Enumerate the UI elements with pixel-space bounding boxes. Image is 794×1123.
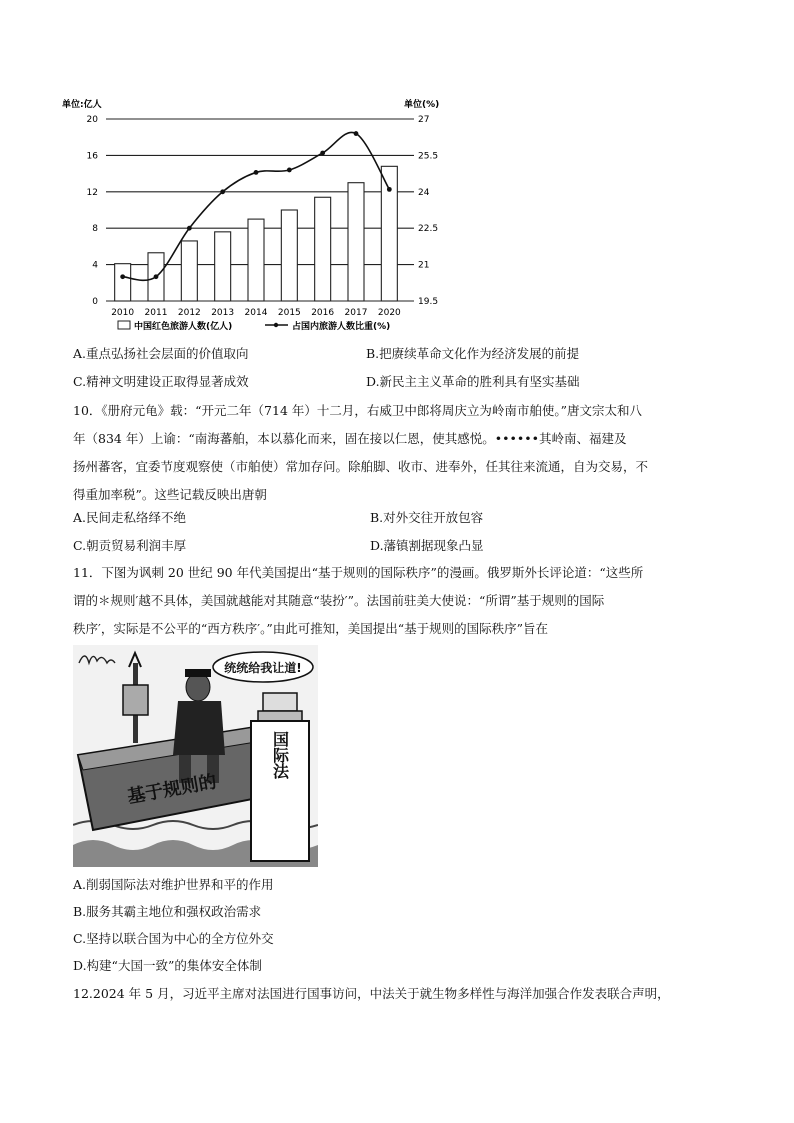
- bar: [381, 166, 397, 301]
- speech-bubble-text: 统统给我让道!: [224, 661, 302, 675]
- cartoon-image: [73, 645, 318, 867]
- bar: [348, 183, 364, 301]
- right-unit-label: 单位(%): [404, 100, 440, 110]
- left-unit-label: 单位:亿人: [62, 100, 102, 110]
- x-tick-label: 2020: [377, 308, 401, 318]
- q10-line: 年（834 年）上谕：“南海蕃舶，本以慕化而来，固在接以仁恩，使其感悦。••••••其岭南、福建及: [73, 431, 627, 446]
- left-tick-label: 20: [86, 115, 98, 125]
- legend-bar-label: 中国红色旅游人数(亿人): [134, 322, 233, 332]
- q9-option-a[interactable]: A.重点弘扬社会层面的价值取向: [73, 346, 249, 361]
- left-tick-label: 4: [92, 260, 98, 271]
- ship-label: 基于规则的: [125, 771, 219, 808]
- q11-option-c[interactable]: C.坚持以联合国为中心的全方位外交: [73, 931, 274, 946]
- line-point: [120, 274, 125, 279]
- q12-stem-line: 12.2024 年 5 月，习近平主席对法国进行国事访问，中法关于就生物多样性与海洋加强合作发表联合声明，: [73, 986, 670, 1001]
- q11-line: 谓的＊规则′越不具体，美国就越能对其随意“装扮′”。法国前驻美大使说：“所谓”基于规则的国际: [73, 593, 605, 608]
- x-tick-label: 2016: [311, 308, 335, 318]
- right-tick-label: 19.5: [418, 297, 439, 307]
- legend-line-marker: [274, 323, 278, 327]
- x-tick-label: 2014: [244, 308, 268, 318]
- right-tick-label: 21: [418, 260, 430, 271]
- x-tick-label: 2017: [344, 308, 368, 318]
- q11-option-d[interactable]: D.构建“大国一致”的集体安全体制: [73, 958, 262, 973]
- q11-stem: [73, 559, 723, 643]
- bar: [248, 219, 264, 301]
- left-tick-label: 0: [92, 297, 98, 307]
- q10-options-row2: [73, 536, 753, 556]
- line-point: [354, 131, 359, 136]
- tourism-chart-svg: [60, 92, 460, 337]
- left-tick-label: 8: [92, 224, 98, 235]
- tower-label: 国际法: [270, 731, 290, 779]
- q10-option-a[interactable]: A.民间走私络绎不绝: [73, 510, 187, 525]
- legend-bar-swatch: [118, 321, 130, 329]
- q11-option-a[interactable]: A.削弱国际法对维护世界和平的作用: [73, 877, 274, 892]
- q10-line: 得重加率税”。这些记载反映出唐朝: [73, 487, 267, 502]
- q10-options-row1: [73, 508, 753, 528]
- left-tick-label: 12: [86, 187, 98, 198]
- q11-line: 11．下图为讽刺 20 世纪 90 年代美国提出“基于规则的国际秩序”的漫画。俄罗斯外长评论道：“这些所: [73, 565, 644, 580]
- x-tick-label: 2015: [277, 308, 301, 318]
- q9-options-row1: [73, 344, 753, 364]
- right-tick-label: 27: [418, 115, 430, 125]
- bar: [181, 241, 197, 301]
- q9-options-row2: [73, 372, 753, 392]
- line-point: [287, 168, 292, 173]
- tourism-chart: [60, 92, 460, 337]
- q10-stem: [73, 397, 723, 509]
- bar: [315, 197, 331, 301]
- legend-line-label: 占国内旅游人数比重(%): [292, 322, 391, 332]
- bar: [215, 232, 231, 301]
- x-tick-label: 2010: [111, 308, 135, 318]
- x-tick-label: 2011: [144, 308, 168, 318]
- q9-option-c[interactable]: C.精神文明建设正取得显著成效: [73, 374, 249, 389]
- q10-option-d[interactable]: D.藩镇割据现象凸显: [370, 538, 484, 553]
- q10-option-c[interactable]: C.朝贡贸易利润丰厚: [73, 538, 187, 553]
- q9-option-b[interactable]: B.把赓续革命文化作为经济发展的前提: [366, 346, 580, 361]
- x-tick-label: 2013: [211, 308, 235, 318]
- x-tick-label: 2012: [177, 308, 201, 318]
- q10-line: 扬州蕃客，宜委节度观察使（市舶使）常加存问。除舶脚、收市、进奉外，任其往来流通，自为交易，不: [73, 459, 649, 474]
- bar: [115, 264, 131, 301]
- bar: [281, 210, 297, 301]
- q9-option-d[interactable]: D.新民主主义革命的胜利具有坚实基础: [366, 374, 580, 389]
- line-point: [254, 170, 259, 175]
- line-point: [320, 151, 325, 156]
- right-tick-label: 25.5: [418, 151, 439, 162]
- line-point: [387, 187, 392, 192]
- right-tick-label: 22.5: [418, 224, 439, 235]
- right-tick-label: 24: [418, 187, 430, 198]
- q11-line: 秩序′，实际是不公平的“西方秩序′。”由此可推知，美国提出“基于规则的国际秩序”旨在: [73, 621, 548, 636]
- q11-option-b[interactable]: B.服务其霸主地位和强权政治需求: [73, 904, 262, 919]
- line-point: [154, 274, 159, 279]
- left-tick-label: 16: [86, 151, 98, 162]
- q10-option-b[interactable]: B.对外交往开放包容: [370, 510, 484, 525]
- line-point: [187, 226, 192, 231]
- line-point: [220, 189, 225, 194]
- q10-line: 10．《册府元龟》载：“开元二年（714 年）十二月，右威卫中郎将周庆立为岭南市舶使。”唐文宗太和八: [73, 403, 643, 418]
